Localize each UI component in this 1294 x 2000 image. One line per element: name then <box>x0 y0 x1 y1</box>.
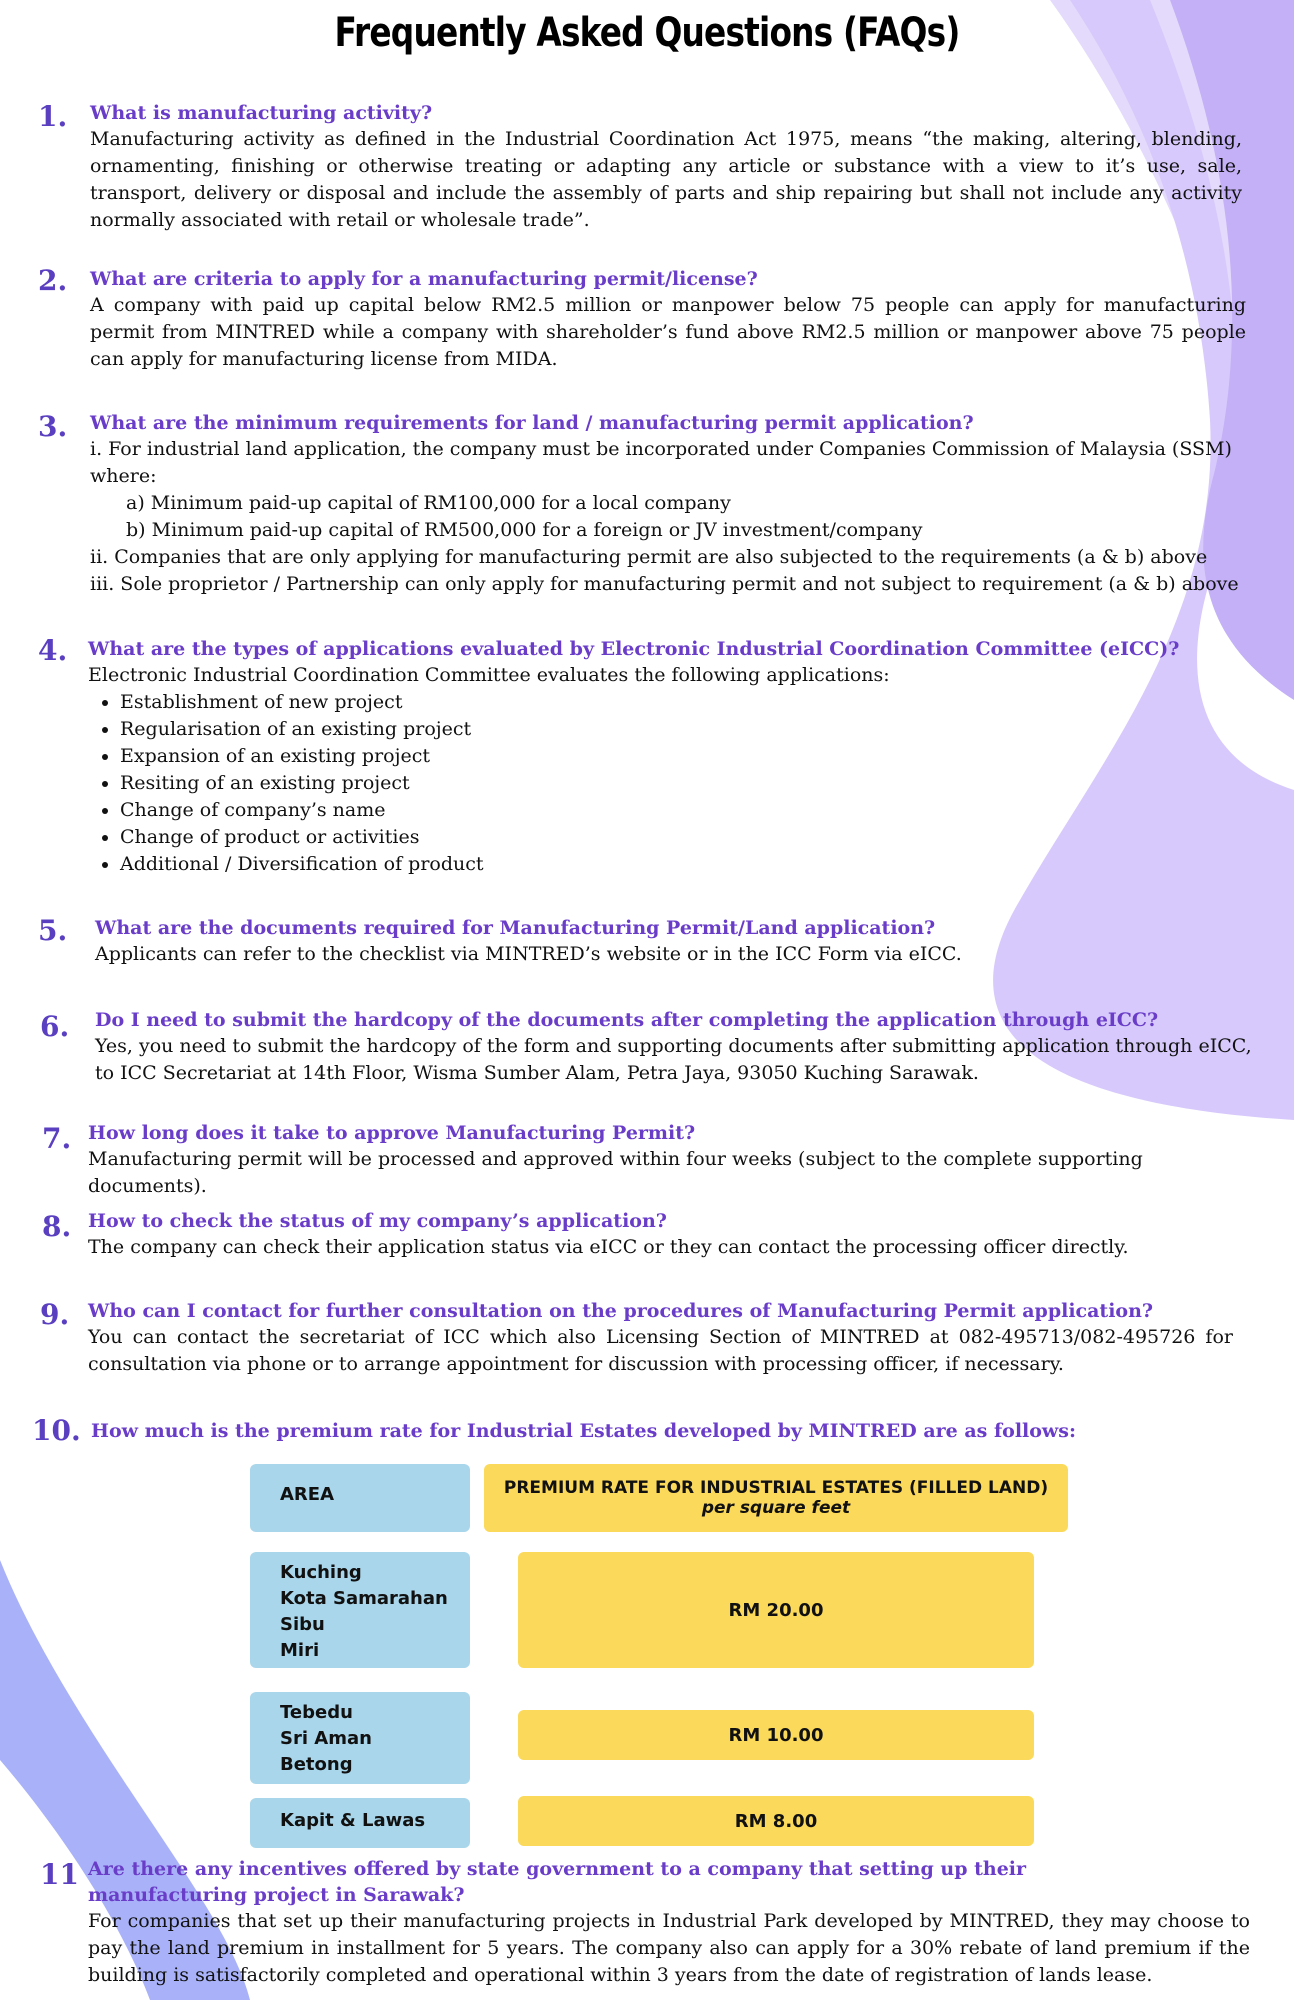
faq-answer-3-ii: ii. Companies that are only applying for manufacturing permit are also subjected to the requirements (a & b) above <box>90 546 1208 568</box>
faq-number-9: 9. <box>40 1298 70 1331</box>
faq-item-11 <box>88 1856 1250 1989</box>
table-header-area <box>250 1464 470 1532</box>
list-item: • Expansion of an existing project <box>120 743 1248 770</box>
table-row <box>250 1552 470 1668</box>
list-item: • Establishment of new project <box>120 689 1248 716</box>
faq-answer-3-i: i. For industrial land application, the company must be incorporated under Companies Commission of Malaysia (SSM) where: <box>90 438 1232 487</box>
faq-answer-8: The company can check their application status via eICC or they can contact the processing officer directly. <box>88 1236 1129 1258</box>
faq-item-5 <box>95 915 1245 968</box>
faq-question-4: What are the types of applications evaluated by Electronic Industrial Coordination Committee (eICC)? <box>88 638 1180 660</box>
rate-cell <box>518 1552 1034 1668</box>
faq-answer-4-intro: Electronic Industrial Coordination Committee evaluates the following applications: <box>88 664 890 686</box>
faq-number-2: 2. <box>38 264 68 297</box>
faq-number-7: 7. <box>42 1122 72 1155</box>
area-name: Kuching <box>280 1562 362 1583</box>
faq-answer-7: Manufacturing permit will be processed and approved within four weeks (subject to the complete supporting documents). <box>88 1148 1143 1197</box>
faq-number-4: 4. <box>38 634 68 667</box>
list-item: • Change of company’s name <box>120 797 1248 824</box>
faq-answer-9: You can contact the secretariat of ICC which also Licensing Section of MINTRED at 082-495713/082-495726 for consultation via phone or to arrange appointment for discussion with processing officer, if necessary. <box>88 1326 1233 1375</box>
faq-item-4 <box>88 636 1248 878</box>
faq-answer-2: A company with paid up capital below RM2.5 million or manpower below 75 people can apply for manufacturing permit from MINTRED while a company with shareholder’s fund above RM2.5 million or manpower above 75 people can apply for manufacturing license from MIDA. <box>90 294 1246 370</box>
rate-value: RM 20.00 <box>728 1599 824 1621</box>
faq-number-3: 3. <box>38 410 68 443</box>
faq-question-11: Are there any incentives offered by state government to a company that setting up their manufacturing project in Sarawak? <box>88 1858 1027 1906</box>
faq-item-3 <box>90 410 1250 598</box>
faq-number-11: 11 <box>40 1858 79 1891</box>
table-header-rate-unit: per square feet <box>701 1498 851 1518</box>
faq-answer-3-iii: iii. Sole proprietor / Partnership can only apply for manufacturing permit and not subject to requirement (a & b) above <box>90 573 1239 595</box>
faq-answer-3-b: b) Minimum paid-up capital of RM500,000 for a foreign or JV investment/company <box>126 519 923 541</box>
table-row <box>250 1692 470 1784</box>
list-item: • Change of product or activities <box>120 824 1248 851</box>
faq-question-5: What are the documents required for Manufacturing Permit/Land application? <box>95 917 936 939</box>
faq-item-1 <box>90 100 1242 234</box>
rate-cell <box>518 1796 1034 1846</box>
area-name: Tebedu <box>280 1702 353 1723</box>
faq-item-8 <box>88 1208 1248 1261</box>
faq-number-5: 5. <box>38 914 68 947</box>
faq-item-7 <box>88 1120 1248 1200</box>
faq-4-list <box>88 689 1248 878</box>
faq-number-8: 8. <box>42 1210 72 1243</box>
faq-question-2: What are criteria to apply for a manufacturing permit/license? <box>90 268 758 290</box>
list-item: • Regularisation of an existing project <box>120 716 1248 743</box>
faq-question-10: How much is the premium rate for Industrial Estates developed by MINTRED are as follows: <box>91 1420 1076 1442</box>
area-name: Kapit & Lawas <box>280 1810 426 1831</box>
faq-item-10 <box>91 1418 1241 1444</box>
rate-value: RM 10.00 <box>728 1724 824 1746</box>
rate-cell <box>518 1710 1034 1760</box>
faq-question-6: Do I need to submit the hardcopy of the documents after completing the application through eICC? <box>95 1009 1159 1031</box>
area-name: Betong <box>280 1754 353 1775</box>
area-name: Sibu <box>280 1614 325 1635</box>
faq-question-3: What are the minimum requirements for land / manufacturing permit application? <box>90 412 974 434</box>
list-item: • Resiting of an existing project <box>120 770 1248 797</box>
faq-answer-11: For companies that set up their manufacturing projects in Industrial Park developed by MINTRED, they may choose to pay the land premium in installment for 5 years. The company also can apply for a 30% rebate of land premium if the building is satisfactorily completed and operational within 3 years from the date of registration of lands lease. <box>88 1910 1250 1986</box>
rate-value: RM 8.00 <box>734 1810 818 1832</box>
page-title: Frequently Asked Questions (FAQs) <box>334 10 960 56</box>
faq-item-6 <box>95 1007 1255 1087</box>
faq-question-8: How to check the status of my company’s application? <box>88 1210 667 1232</box>
faq-item-9 <box>88 1298 1233 1378</box>
table-row <box>250 1798 470 1848</box>
table-header-area-label: AREA <box>280 1484 335 1505</box>
faq-item-2 <box>90 266 1246 373</box>
faq-answer-5: Applicants can refer to the checklist via MINTRED’s website or in the ICC Form via eICC. <box>95 943 962 965</box>
faq-question-1: What is manufacturing activity? <box>90 102 433 124</box>
faq-number-6: 6. <box>40 1010 70 1043</box>
faq-answer-1: Manufacturing activity as defined in the Industrial Coordination Act 1975, means “the making, altering, blending, ornamenting, finishing or otherwise treating or adapting any article or substance with a view to it’s use, sale, transport, delivery or disposal and include the assembly of parts and ship repairing but shall not include any activity normally associated with retail or wholesale trade”. <box>90 128 1242 231</box>
faq-answer-3-a: a) Minimum paid-up capital of RM100,000 for a local company <box>126 492 731 514</box>
faq-number-1: 1. <box>38 100 68 133</box>
table-header-rate-label: PREMIUM RATE FOR INDUSTRIAL ESTATES (FILLED LAND) <box>503 1478 1049 1498</box>
area-name: Sri Aman <box>280 1728 372 1749</box>
faq-question-9: Who can I contact for further consultation on the procedures of Manufacturing Permit application? <box>88 1300 1154 1322</box>
area-name: Kota Samarahan <box>280 1588 448 1609</box>
table-header-rate <box>484 1464 1068 1532</box>
faq-number-10: 10. <box>32 1414 81 1447</box>
area-name: Miri <box>280 1640 320 1661</box>
faq-answer-6: Yes, you need to submit the hardcopy of the form and supporting documents after submitting application through eICC, to ICC Secretariat at 14th Floor, Wisma Sumber Alam, Petra Jaya, 93050 Kuching Sarawak. <box>95 1035 1252 1084</box>
faq-question-7: How long does it take to approve Manufacturing Permit? <box>88 1122 696 1144</box>
list-item: • Additional / Diversification of product <box>120 851 1248 878</box>
